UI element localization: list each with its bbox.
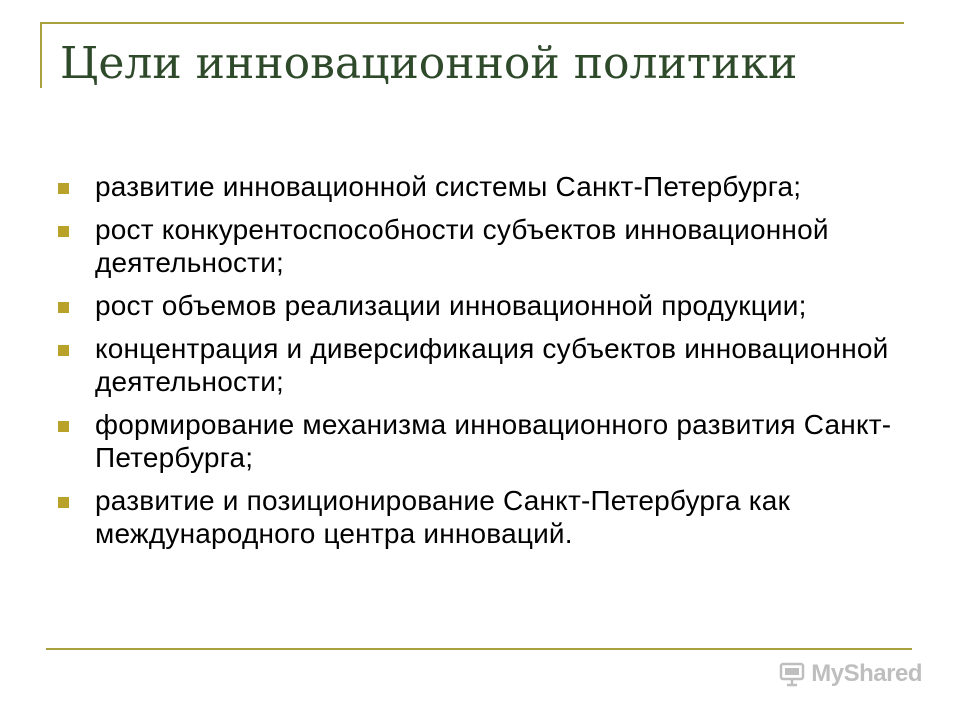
bullet-square-icon bbox=[58, 226, 69, 237]
bullet-text: концентрация и диверсификация субъектов инновационной деятельности; bbox=[95, 333, 889, 397]
bullet-text: рост объемов реализации инновационной продукции; bbox=[95, 290, 807, 321]
bullet-text: развитие и позиционирование Санкт-Петербурга как международного центра инноваций. bbox=[95, 485, 791, 549]
bullet-text: развитие инновационной системы Санкт-Петербурга; bbox=[95, 171, 802, 202]
watermark-text: MyShared bbox=[811, 660, 922, 687]
list-item bbox=[58, 289, 898, 322]
frame-bottom-line bbox=[46, 648, 912, 650]
bullet-square-icon bbox=[58, 345, 69, 356]
list-item bbox=[58, 213, 898, 279]
bullet-text: формирование механизма инновационного развития Санкт-Петербурга; bbox=[95, 409, 892, 473]
bullet-list bbox=[58, 170, 898, 560]
watermark bbox=[779, 660, 922, 688]
list-item bbox=[58, 170, 898, 203]
presentation-icon bbox=[779, 661, 805, 687]
frame-top-line bbox=[40, 22, 904, 24]
frame-left-line bbox=[40, 22, 42, 88]
list-item bbox=[58, 408, 898, 474]
bullet-square-icon bbox=[58, 421, 69, 432]
bullet-text: рост конкурентоспособности субъектов инновационной деятельности; bbox=[95, 214, 829, 278]
slide-title: Цели инновационной политики bbox=[60, 38, 798, 89]
bullet-square-icon bbox=[58, 183, 69, 194]
list-item bbox=[58, 484, 898, 550]
list-item bbox=[58, 332, 898, 398]
bullet-square-icon bbox=[58, 497, 69, 508]
bullet-square-icon bbox=[58, 302, 69, 313]
